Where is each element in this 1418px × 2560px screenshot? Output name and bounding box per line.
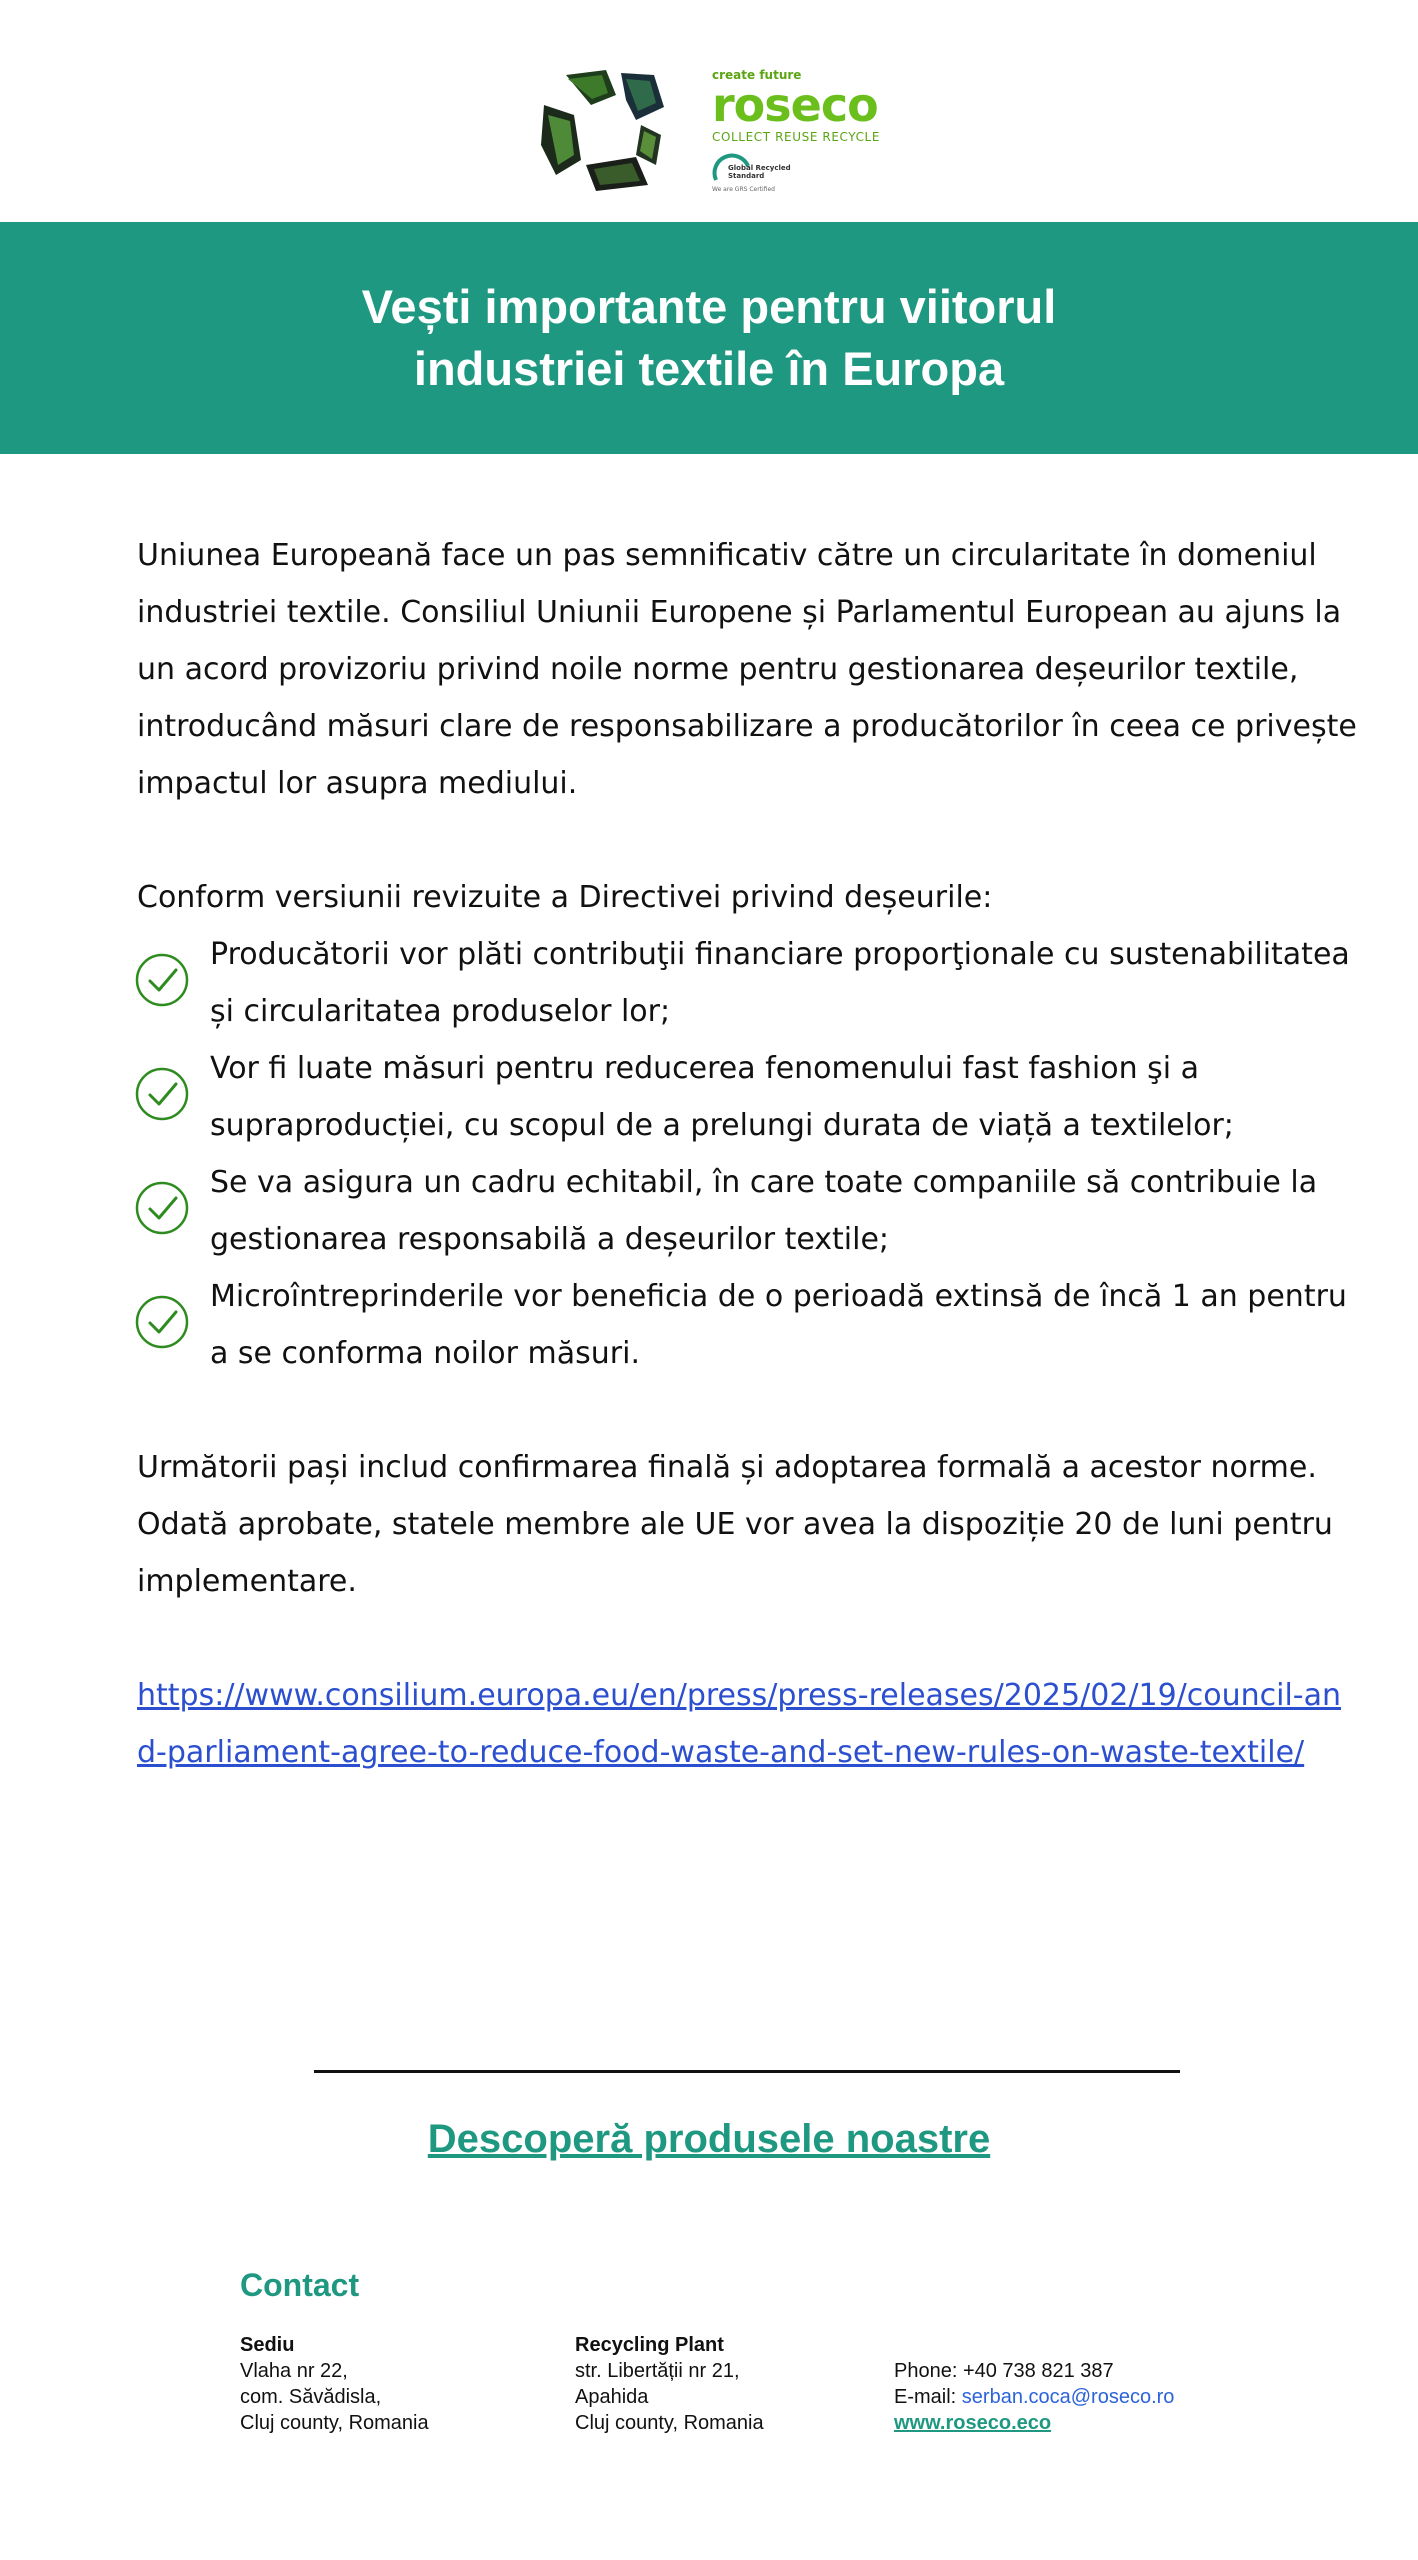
check-circle-icon	[134, 1066, 190, 1122]
headline-line-2: industriei textile în Europa	[413, 342, 1005, 395]
seat-heading: Sediu	[240, 2334, 295, 2356]
list-item-text: Producătorii vor plăti contribuţii financiare proporţionale cu sustenabilitatea și circularitatea produselor lor;	[210, 937, 1350, 1029]
discover-products-link[interactable]: Descoperă produsele noastre	[427, 2117, 991, 2161]
article-body	[137, 527, 1357, 1781]
email-link[interactable]: serban.coca@roseco.ro	[961, 2386, 1175, 2408]
website-link[interactable]: www.roseco.eco	[894, 2412, 1052, 2434]
intro-paragraph: Uniunea Europeană face un pas semnificativ către un circularitate în domeniul industriei textile. Consiliul Uniunii Europene și Parlamentul European au ajuns la un acord provizoriu privind noile norme pentru gestionarea deșeurilor textile, introducând măsuri clare de responsabilizare a producătorilor în ceea ce privește impactul lor asupra mediului.	[137, 538, 1357, 801]
list-item-text: Vor fi luate măsuri pentru reducerea fenomenului fast fashion şi a supraproducției, cu scopul de a prelungi durata de viață a textilelor;	[210, 1051, 1234, 1143]
headline-banner	[0, 222, 1418, 454]
list-item-text: Microîntreprinderile vor beneficia de o perioadă extinsă de încă 1 an pentru a se conforma noilor măsuri.	[210, 1279, 1347, 1371]
contact-details	[894, 2358, 1174, 2436]
plant-address	[575, 2332, 764, 2436]
source-link[interactable]: https://www.consilium.europa.eu/en/press/press-releases/2025/02/19/council-and-parliament-agree-to-reduce-food-waste-and-set-new-rules-on-waste-textile/	[137, 1678, 1342, 1770]
list-item	[137, 1154, 1357, 1268]
plant-heading: Recycling Plant	[575, 2334, 724, 2356]
headline	[259, 276, 1159, 400]
headline-line-1: Vești importante pentru viitorul	[361, 280, 1057, 333]
phone-number: Phone: +40 738 821 387	[894, 2360, 1114, 2382]
next-steps-paragraph: Următorii pași includ confirmarea finală și adoptarea formală a acestor norme. Odată aprobate, statele membre ale UE vor avea la dispoziție 20 de luni pentru implementare.	[137, 1450, 1333, 1599]
logo-subtitle: COLLECT REUSE RECYCLE	[712, 130, 881, 144]
email-label: E-mail:	[894, 2386, 962, 2408]
check-circle-icon	[134, 952, 190, 1008]
grs-label: Global Recycled Standard	[728, 164, 791, 180]
plant-line: Apahida	[575, 2386, 649, 2408]
list-item-text: Se va asigura un cadru echitabil, în care toate companiile să contribuie la gestionarea responsabilă a deșeurilor textile;	[210, 1165, 1318, 1257]
list-item	[137, 926, 1357, 1040]
list-item	[137, 1268, 1357, 1382]
contact-title: Contact	[240, 2267, 360, 2303]
grs-badge	[712, 152, 792, 196]
logo-name: roseco	[712, 78, 878, 132]
seat-line: com. Săvădisla,	[240, 2386, 382, 2408]
list-intro: Conform versiunii revizuite a Directivei privind deșeurile:	[137, 880, 993, 915]
seat-line: Cluj county, Romania	[240, 2412, 429, 2434]
check-circle-icon	[134, 1180, 190, 1236]
seat-line: Vlaha nr 22,	[240, 2360, 348, 2382]
grs-small-text: We are GRS Certified	[712, 186, 775, 193]
logo-tagline: create future	[712, 68, 802, 82]
plant-line: str. Libertății nr 21,	[575, 2360, 740, 2382]
recycle-logo-icon	[536, 65, 666, 195]
check-circle-icon	[134, 1294, 190, 1350]
plant-line: Cluj county, Romania	[575, 2412, 764, 2434]
roseco-logo	[536, 60, 886, 200]
seat-address	[240, 2332, 429, 2436]
list-item	[137, 1040, 1357, 1154]
email-line	[894, 2384, 1174, 2410]
measures-list	[137, 926, 1357, 1382]
footer-divider	[314, 2070, 1180, 2073]
